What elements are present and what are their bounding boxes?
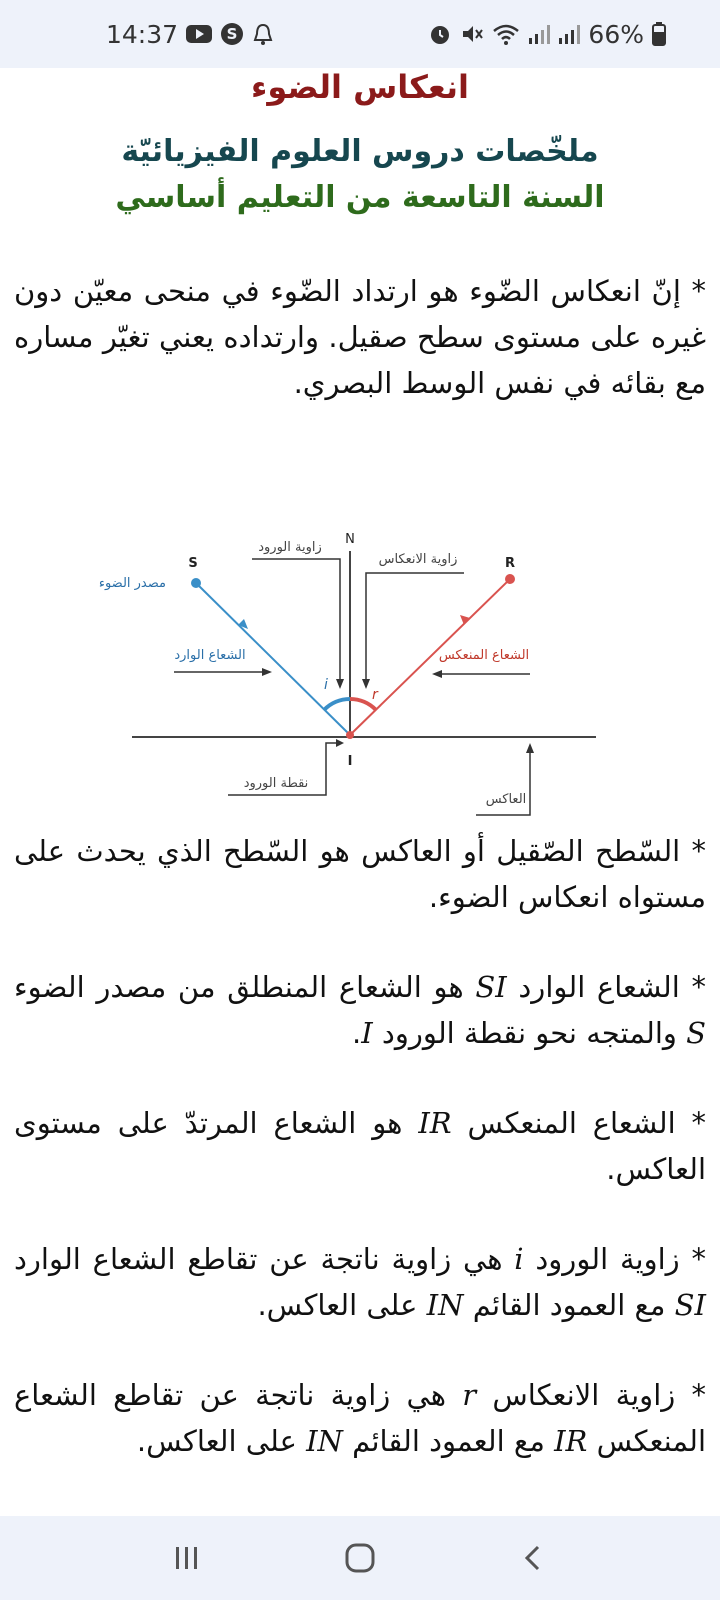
label-reflected-ray: الشعاع المنعكس (438, 648, 530, 663)
subtitle-line1: ملخّصات دروس العلوم الفيزيائيّة (121, 134, 599, 169)
paragraph-definition: * إنّ انعكاس الضّوء هو ارتداد الضّوء في منحى معيّن دون غيره على مستوى سطح صقيل. وارتداده يعني تغيّر مساره مع بقائه في نفس الوسط البصري. (14, 274, 706, 400)
label-incidence-point: نقطة الورود (243, 776, 309, 791)
signal-icon (558, 23, 580, 45)
label-R: R (504, 556, 516, 571)
paragraph-reflection-angle: * زاوية الانعكاس r هي زاوية ناتجة عن تقاطع الشعاع المنعكس IR مع العمود القائم IN على العاكس. (14, 1378, 707, 1458)
page-title: انعكاس الضوء (251, 68, 469, 106)
mute-icon (460, 22, 484, 46)
skype-icon (220, 22, 244, 46)
label-reflection-angle: زاوية الانعكاس (378, 552, 458, 567)
article-content[interactable] (0, 68, 720, 1516)
clock: 14:37 (106, 19, 179, 49)
back-icon (519, 1544, 547, 1572)
svg-text:S: S (226, 25, 238, 43)
notification-bell-icon (252, 22, 274, 46)
navigation-bar (0, 1516, 720, 1600)
signal-icon (528, 23, 550, 45)
subtitle-line2: السنة التاسعة من التعليم أساسي (115, 180, 605, 215)
recent-apps-button[interactable] (157, 1528, 217, 1588)
battery-icon (652, 22, 666, 46)
label-N: N (345, 532, 355, 547)
label-incident-ray: الشعاع الوارد (174, 648, 246, 663)
reflection-diagram (98, 453, 620, 807)
status-left (106, 20, 274, 49)
home-button[interactable] (330, 1528, 390, 1588)
label-r: r (372, 687, 378, 703)
paragraph-incidence-angle: * زاوية الورود i هي زاوية ناتجة عن تقاطع الشعاع الوارد SI مع العمود القائم IN على العاكس. (14, 1242, 706, 1322)
back-button[interactable] (503, 1528, 563, 1588)
label-reflector: العاكس (485, 792, 527, 807)
label-light-source: مصدر الضوء (98, 576, 166, 591)
label-S: S (188, 556, 198, 571)
label-i: i (324, 677, 328, 693)
paragraph-incident-ray: * الشعاع الوارد SI هو الشعاع المنطلق من مصدر الضوء S والمتجه نحو نقطة الورود I. (14, 970, 706, 1050)
alarm-icon (428, 22, 452, 46)
paragraph-reflector: * السّطح الصّقيل أو العاكس هو السّطح الذي يحدث على مستواه انعكاس الضوء. (14, 834, 706, 914)
status-bar (0, 0, 720, 68)
paragraph-reflected-ray: * الشعاع المنعكس IR هو الشعاع المرتدّ على مستوى العاكس. (14, 1106, 707, 1186)
label-I: I (347, 754, 353, 769)
status-right (428, 20, 666, 49)
home-icon (344, 1542, 376, 1574)
recent-apps-icon (173, 1544, 201, 1572)
label-incidence-angle: زاوية الورود (258, 540, 322, 555)
wifi-icon (492, 22, 520, 46)
youtube-icon (186, 24, 212, 44)
battery-level: 66% (588, 19, 644, 49)
